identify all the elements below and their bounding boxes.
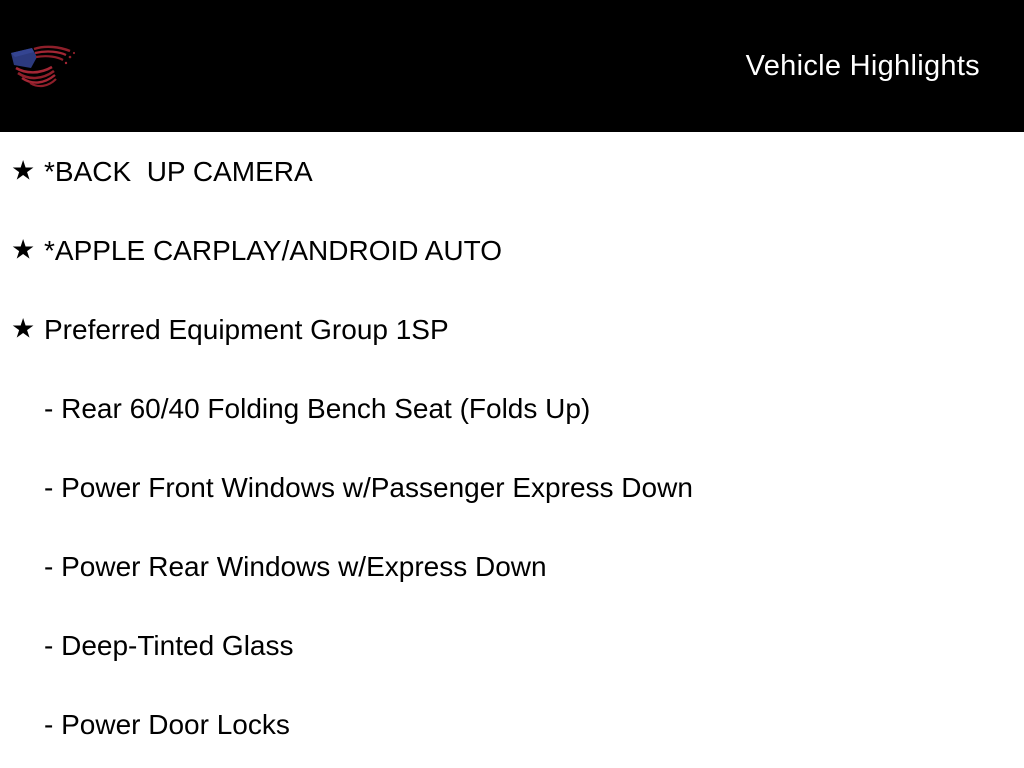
highlight-item: [0, 132, 1024, 211]
highlights-list: [0, 132, 1024, 764]
highlight-sublabel: - Power Rear Windows w/Express Down: [44, 550, 547, 582]
highlight-subitem: [0, 369, 1024, 448]
star-bullet-icon: ★: [11, 154, 36, 186]
star-bullet-icon: ★: [11, 233, 36, 265]
highlight-item: [0, 290, 1024, 369]
highlight-sublabel: - Power Door Locks: [44, 708, 290, 740]
highlight-subitem: [0, 448, 1024, 527]
highlight-label: *BACK UP CAMERA: [44, 155, 313, 187]
highlight-sublabel: - Deep-Tinted Glass: [44, 629, 294, 661]
highlight-label: *APPLE CARPLAY/ANDROID AUTO: [44, 234, 502, 266]
highlight-subitem: [0, 685, 1024, 764]
highlight-sublabel: - Power Front Windows w/Passenger Express Down: [44, 471, 693, 503]
highlight-subitem: [0, 606, 1024, 685]
highlight-subitem: [0, 527, 1024, 606]
highlight-label: Preferred Equipment Group 1SP: [44, 313, 449, 345]
page-title: Vehicle Highlights: [745, 49, 980, 82]
highlight-sublabel: - Rear 60/40 Folding Bench Seat (Folds Up): [44, 392, 591, 424]
highlight-item: [0, 211, 1024, 290]
star-bullet-icon: ★: [11, 312, 36, 344]
header-bar: [0, 0, 1024, 132]
flag-eagle-logo-icon: [8, 41, 80, 91]
